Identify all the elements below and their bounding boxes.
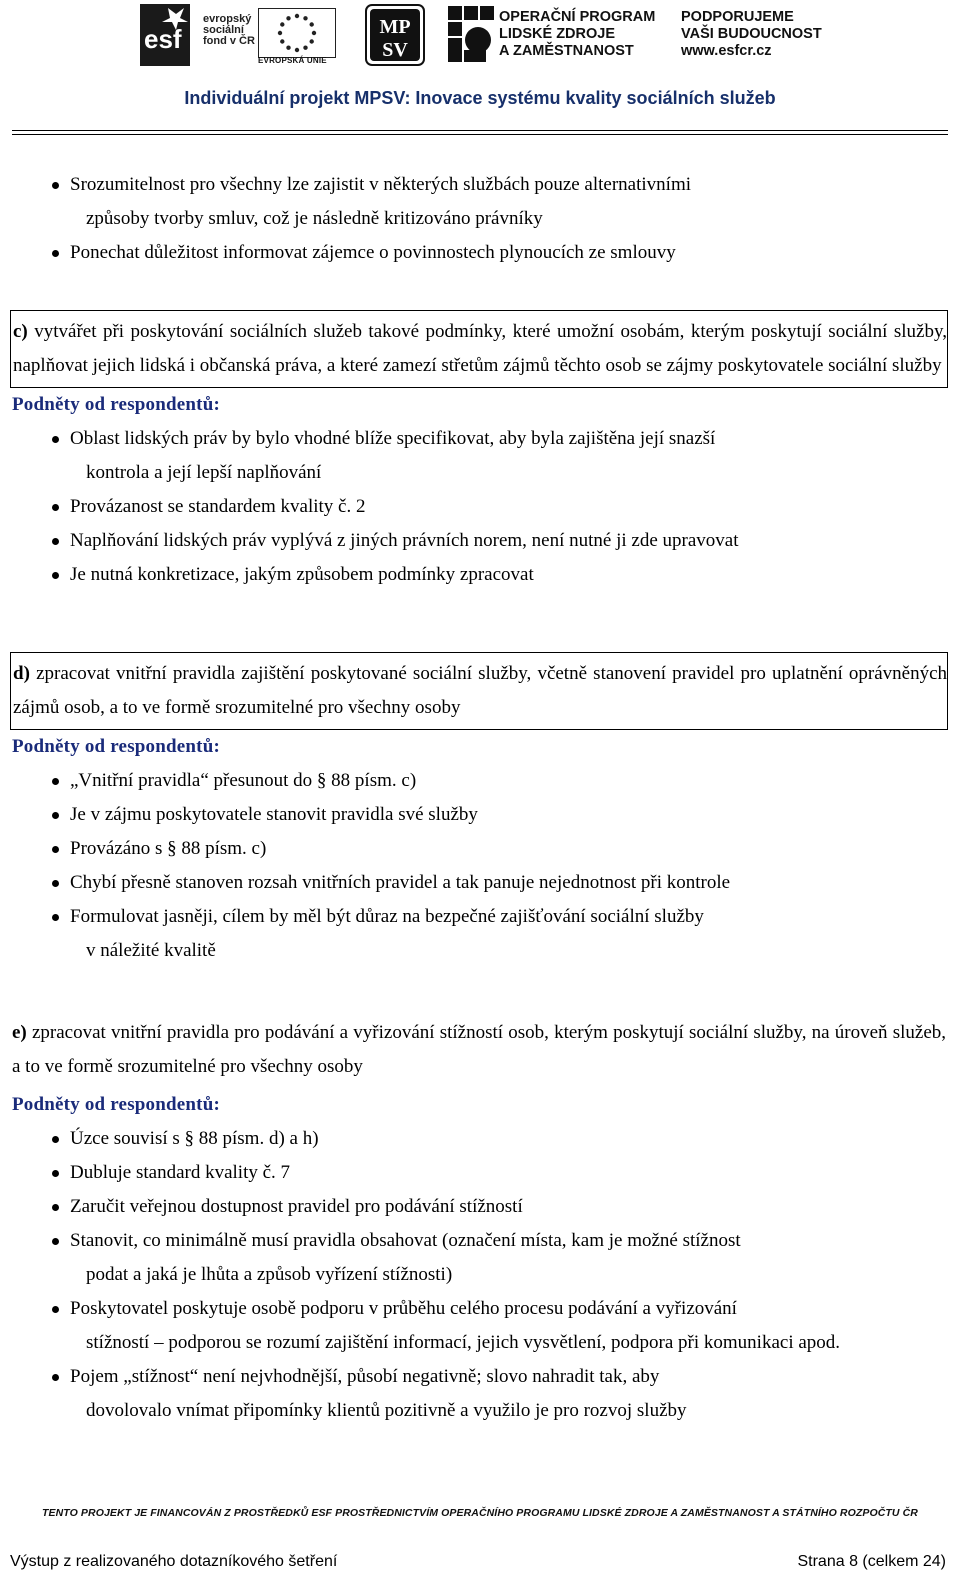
list-item: Naplňování lidských práv vyplývá z jiných právních norem, není nutné ji zde upravovat (12, 524, 948, 558)
svg-text:SV: SV (382, 39, 408, 61)
section-e-bullets (12, 1122, 948, 1428)
section-letter: e) (12, 1022, 27, 1043)
list-item: Srozumitelnost pro všechny lze zajistit v některých službách pouze alternativními způsoby tvorby smluv, což je následně kritizováno právníky (12, 168, 948, 236)
list-item: Oblast lidských práv by bylo vhodné blíže specifikovat, aby byla zajištěna její snazší kontrola a její lepší naplňování (12, 422, 948, 490)
list-item: „Vnitřní pravidla“ přesunout do § 88 písm. c) (12, 764, 948, 798)
section-c-paragraph-box (10, 310, 948, 388)
list-item: Je nutná konkretizace, jakým způsobem podmínky zpracovat (12, 558, 948, 592)
section-e-paragraph (10, 1012, 946, 1088)
header-logos (0, 0, 960, 72)
list-item: Je v zájmu poskytovatele stanovit pravidla své služby (12, 798, 948, 832)
svg-text:MP: MP (379, 16, 411, 38)
document-body (12, 168, 948, 1428)
respondents-heading: Podněty od respondentů: (12, 394, 221, 415)
op-logo-icon (448, 6, 494, 62)
footer-document-label: Výstup z realizovaného dotazníkového šetření (10, 1553, 338, 1570)
page-number: Strana 8 (celkem 24) (797, 1553, 946, 1570)
section-text: zpracovat vnitřní pravidla pro podávání a vyřizování stížností osob, kterým poskytují sociální služby, na úroveň služeb, a to ve formě srozumitelné pro všechny osoby (12, 1022, 947, 1077)
list-item: Dubluje standard kvality č. 7 (12, 1156, 948, 1190)
section-letter: c) (13, 321, 28, 342)
respondents-heading: Podněty od respondentů: (12, 1094, 221, 1115)
project-title: Individuální projekt MPSV: Inovace systému kvality sociálních služeb (184, 88, 776, 108)
intro-bullet-list (12, 168, 948, 270)
mpsv-logo-icon (365, 4, 425, 66)
list-item: Chybí přesně stanoven rozsah vnitřních pravidel a tak panuje nejednotnost při kontrole (12, 866, 948, 900)
section-d-paragraph-box (10, 652, 948, 730)
section-text: vytvářet při poskytování sociálních služeb takové podmínky, které umožní osobám, kterým poskytují sociální služby, naplňovat jejich lidská i občanská práva, a které zamezí střetům zájmů těchto osob se zájmy poskytovatele sociální služby (13, 321, 948, 376)
respondents-heading: Podněty od respondentů: (12, 736, 221, 757)
section-e (12, 1012, 948, 1428)
list-item: Pojem „stížnost“ není nejvhodnější, působí negativně; slovo nahradit tak, aby dovolovalo vnímat připomínky klientů pozitivně a využilo je pro rozvoj služby (12, 1360, 948, 1428)
list-item: Úzce souvisí s § 88 písm. d) a h) (12, 1122, 948, 1156)
support-logo-text: PODPORUJEME VAŠI BUDOUCNOST www.esfcr.cz (681, 9, 822, 59)
esf-logo-icon (140, 4, 190, 66)
esf-logo-text: evropský sociální fond v ČR (203, 13, 255, 47)
op-logo-text: OPERAČNÍ PROGRAM LIDSKÉ ZDROJE A ZAMĚSTNANOST (499, 9, 656, 59)
list-item: Provázáno s § 88 písm. c) (12, 832, 948, 866)
header-divider-2 (12, 134, 948, 135)
section-d (12, 652, 948, 968)
svg-text:esf: esf (144, 24, 182, 54)
list-item: Zaručit veřejnou dostupnost pravidel pro podávání stížností (12, 1190, 948, 1224)
section-c-bullets (12, 422, 948, 592)
eu-logo-text: EVROPSKÁ UNIE (258, 56, 327, 65)
eu-flag-icon (258, 8, 336, 58)
section-d-bullets (12, 764, 948, 968)
header-divider (12, 130, 948, 131)
list-item: Ponechat důležitost informovat zájemce o povinnostech plynoucích ze smlouvy (12, 236, 948, 270)
list-item: Poskytovatel poskytuje osobě podporu v průběhu celého procesu podávání a vyřizování stížností – podporou se rozumí zajištění informací, jejich vysvětlení, podpora při komunikaci apod. (12, 1292, 948, 1360)
list-item: Stanovit, co minimálně musí pravidla obsahovat (označení místa, kam je možné stížnost podat a jaká je lhůta a způsob vyřízení stížnosti) (12, 1224, 948, 1292)
funding-note: TENTO PROJEKT JE FINANCOVÁN Z PROSTŘEDKŮ ESF PROSTŘEDNICTVÍM OPERAČNÍHO PROGRAMU LIDSKÉ ZDROJE A ZAMĚSTNANOST A STÁTNÍHO ROZPOČTU ČR (42, 1507, 918, 1519)
list-item: Formulovat jasněji, cílem by měl být důraz na bezpečné zajišťování sociální služby v náležité kvalitě (12, 900, 948, 968)
section-c (12, 310, 948, 592)
section-letter: d) (13, 663, 30, 684)
section-text: zpracovat vnitřní pravidla zajištění poskytované sociální služby, včetně stanovení pravidel pro uplatnění oprávněných zájmů osob, a to ve formě srozumitelné pro všechny osoby (13, 663, 948, 718)
list-item: Provázanost se standardem kvality č. 2 (12, 490, 948, 524)
